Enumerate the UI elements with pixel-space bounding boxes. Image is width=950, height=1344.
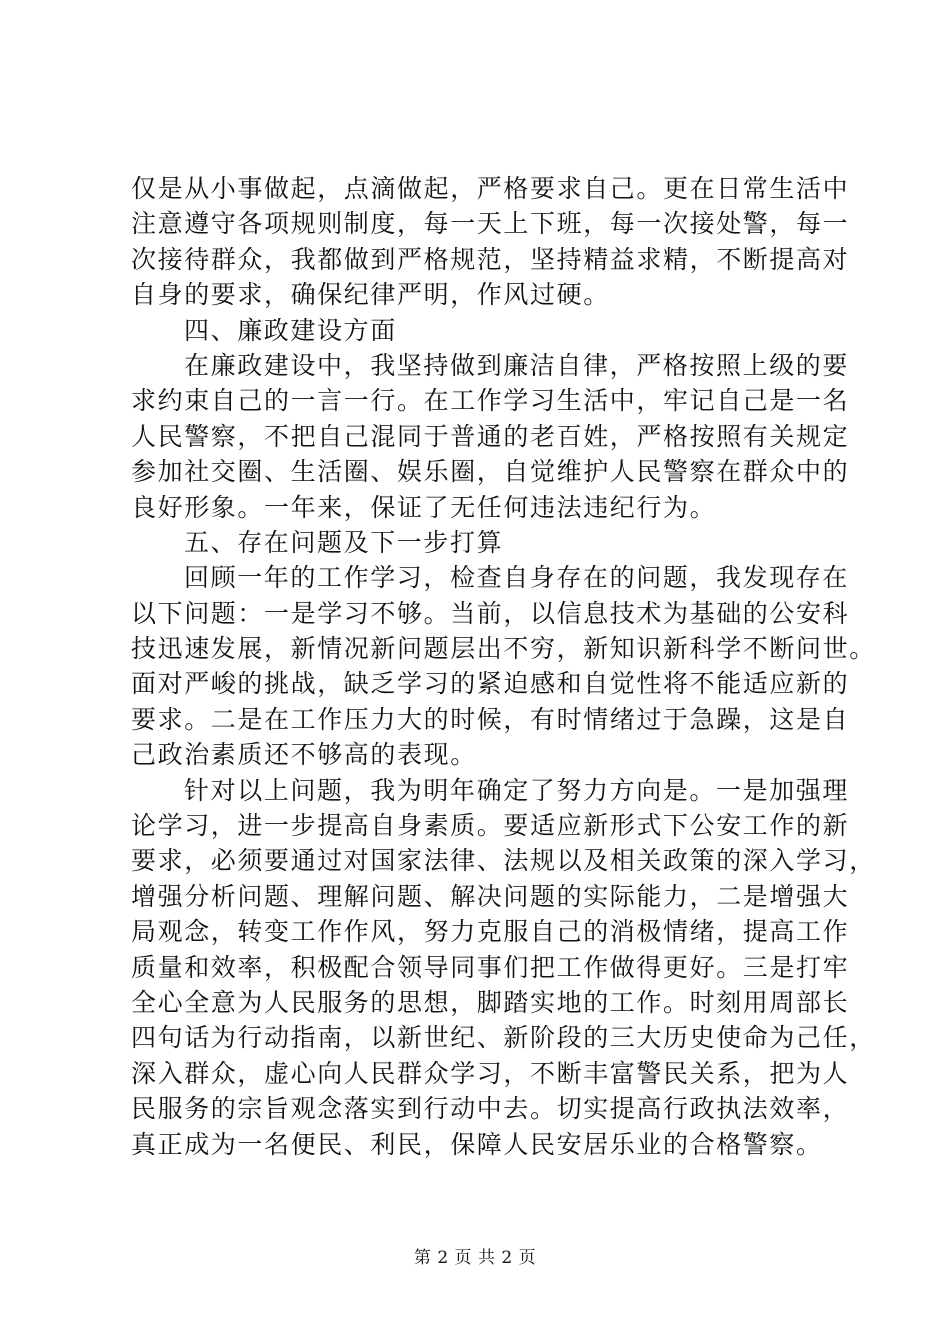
- text-line: 全心全意为人民服务的思想，脚踏实地的工作。时刻用周部长: [131, 987, 850, 1017]
- text-line: 质量和效率，积极配合领导同事们把工作做得更好。三是打牢: [131, 952, 850, 982]
- text-line: 注意遵守各项规则制度，每一天上下班，每一次接处警，每一: [131, 209, 850, 239]
- text-line: 真正成为一名便民、利民，保障人民安居乐业的合格警察。: [131, 1129, 823, 1159]
- text-line: 次接待群众，我都做到严格规范，坚持精益求精，不断提高对: [131, 244, 850, 274]
- text-line: 针对以上问题，我为明年确定了努力方向是。一是加强理: [184, 775, 850, 805]
- text-line: 五、存在问题及下一步打算: [184, 527, 504, 557]
- text-line: 要求。二是在工作压力大的时候，有时情绪过于急躁，这是自: [131, 704, 850, 734]
- text-line: 良好形象。一年来，保证了无任何违法违纪行为。: [131, 492, 717, 522]
- text-line: 论学习，进一步提高自身素质。要适应新形式下公安工作的新: [131, 811, 850, 841]
- text-line: 回顾一年的工作学习，检查自身存在的问题，我发现存在: [184, 563, 850, 593]
- text-line: 己政治素质还不够高的表现。: [131, 740, 477, 770]
- text-line: 人民警察，不把自己混同于普通的老百姓，严格按照有关规定: [131, 421, 850, 451]
- document-body: [131, 171, 876, 1162]
- text-line: 民服务的宗旨观念落实到行动中去。切实提高行政执法效率，: [131, 1094, 850, 1124]
- text-line: 仅是从小事做起，点滴做起，严格要求自己。更在日常生活中: [131, 174, 850, 203]
- page-footer: 第 2 页 共 2 页: [413, 1248, 537, 1268]
- text-line: 深入群众，虚心向人民群众学习，不断丰富警民关系，把为人: [131, 1058, 850, 1088]
- text-line: 四句话为行动指南，以新世纪、新阶段的三大历史使命为己任，: [131, 1023, 876, 1053]
- text-line: 局观念，转变工作作风，努力克服自己的消极情绪，提高工作: [131, 917, 850, 947]
- text-line: 参加社交圈、生活圈、娱乐圈，自觉维护人民警察在群众中的: [131, 457, 850, 487]
- text-line: 在廉政建设中，我坚持做到廉洁自律，严格按照上级的要: [184, 350, 850, 380]
- text-line: 求约束自己的一言一行。在工作学习生活中，牢记自己是一名: [131, 386, 850, 416]
- text-line: 面对严峻的挑战，缺乏学习的紧迫感和自觉性将不能适应新的: [131, 669, 850, 699]
- text-line: 要求，必须要通过对国家法律、法规以及相关政策的深入学习，: [131, 846, 876, 876]
- text-line: 以下问题：一是学习不够。当前，以信息技术为基础的公安科: [131, 598, 850, 628]
- text-line: 四、廉政建设方面: [184, 315, 397, 345]
- text-line: 增强分析问题、理解问题、解决问题的实际能力，二是增强大: [131, 881, 850, 911]
- text-line: 技迅速发展，新情况新问题层出不穷，新知识新科学不断问世。: [131, 634, 876, 664]
- text-line: 自身的要求，确保纪律严明，作风过硬。: [131, 280, 610, 310]
